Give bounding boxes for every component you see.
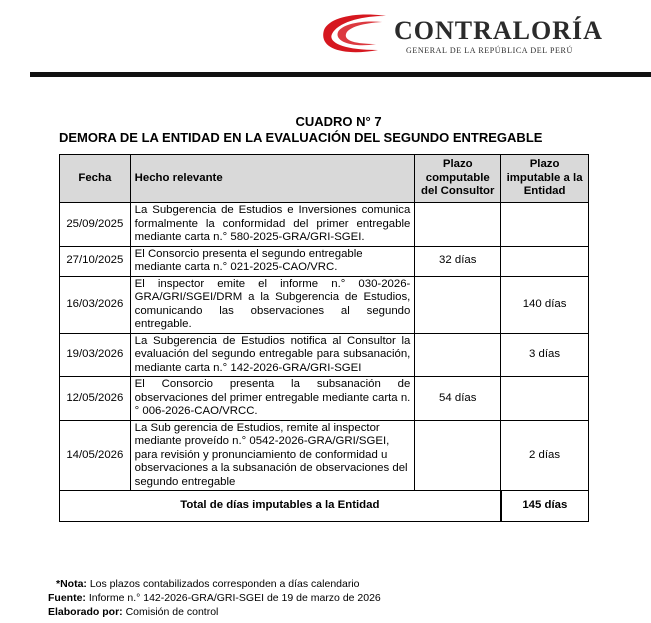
header-divider (30, 72, 651, 77)
table-row (60, 333, 589, 377)
source-text: Informe n.° 142-2026-GRA/GRI-SGEI de 19 de marzo de 2026 (85, 592, 381, 604)
table-row (60, 276, 589, 333)
total-value: 145 días (501, 491, 589, 522)
table-row (60, 377, 589, 421)
cell-fecha: 27/10/2025 (60, 246, 131, 276)
header-plazo-consultor: Plazo computable del Consultor (415, 155, 501, 203)
org-name: CONTRALORÍA (394, 16, 603, 45)
cell-plazo-consultor: 32 días (415, 246, 501, 276)
note-line (48, 577, 381, 591)
cell-plazo-consultor (415, 203, 501, 247)
cell-plazo-consultor (415, 333, 501, 377)
cell-plazo-entidad: 3 días (501, 333, 589, 377)
table-subtitle: DEMORA DE LA ENTIDAD EN LA EVALUACIÓN DEL SEGUNDO ENTREGABLE (59, 130, 543, 145)
cell-plazo-consultor (415, 420, 501, 491)
table-row (60, 246, 589, 276)
org-subtitle: GENERAL DE LA REPÚBLICA DEL PERÚ (406, 46, 573, 55)
cell-plazo-entidad (501, 377, 589, 421)
cell-hecho: La Sub gerencia de Estudios, remite al inspector mediante proveído n.° 0542-2026-GRA/GRI/SGEI, para revisión y pronunciamiento de conformidad u observaciones a la subsanación de observaciones del segundo entregable (130, 420, 415, 491)
note-text: Los plazos contabilizados corresponden a días calendario (86, 578, 360, 590)
delay-table (59, 154, 589, 522)
cell-hecho: La Subgerencia de Estudios e Inversiones comunica formalmente la conformidad del primer entregable mediante carta n.° 580-2025-GRA/GRI-SGEI. (130, 203, 415, 247)
cell-plazo-consultor (415, 276, 501, 333)
table-row (60, 420, 589, 491)
author-label: Elaborado por: (48, 606, 123, 618)
table-header-row (60, 155, 589, 203)
author-text: Comisión de control (122, 606, 219, 618)
cell-plazo-entidad (501, 203, 589, 247)
cell-hecho: La Subgerencia de Estudios notifica al Consultor la evaluación del segundo entregable para subsanación, mediante carta n.° 142-2026-GRA/GRI-SGEI (130, 333, 415, 377)
header-plazo-entidad: Plazo imputable a la Entidad (501, 155, 589, 203)
footnotes (48, 577, 381, 619)
cell-hecho: El Consorcio presenta la subsanación de observaciones del primer entregable mediante carta n.° 006-2026-CAO/VRCC. (130, 377, 415, 421)
cell-hecho: El Consorcio presenta el segundo entregable mediante carta n.° 021-2025-CAO/VRC. (130, 246, 415, 276)
table-row (60, 203, 589, 247)
cell-fecha: 16/03/2026 (60, 276, 131, 333)
total-row (60, 491, 589, 522)
header-hecho: Hecho relevante (130, 155, 415, 203)
source-label: Fuente: (48, 592, 86, 604)
cell-plazo-entidad (501, 246, 589, 276)
cell-hecho: El inspector emite el informe n.° 030-2026-GRA/GRI/SGEI/DRM a la Subgerencia de Estudios, comunicando las observaciones al segundo entregable. (130, 276, 415, 333)
author-line (48, 605, 381, 619)
contraloria-logo (316, 10, 603, 60)
note-label: *Nota: (56, 578, 87, 590)
cell-fecha: 14/05/2026 (60, 420, 131, 491)
cell-plazo-consultor: 54 días (415, 377, 501, 421)
cell-fecha: 25/09/2025 (60, 203, 131, 247)
logo-swoosh-icon (316, 10, 396, 56)
cell-plazo-entidad: 2 días (501, 420, 589, 491)
cell-plazo-entidad: 140 días (501, 276, 589, 333)
header-fecha: Fecha (60, 155, 131, 203)
total-label: Total de días imputables a la Entidad (60, 491, 501, 522)
cell-fecha: 12/05/2026 (60, 377, 131, 421)
table-title: CUADRO N° 7 (295, 114, 382, 129)
source-line (48, 591, 381, 605)
cell-fecha: 19/03/2026 (60, 333, 131, 377)
